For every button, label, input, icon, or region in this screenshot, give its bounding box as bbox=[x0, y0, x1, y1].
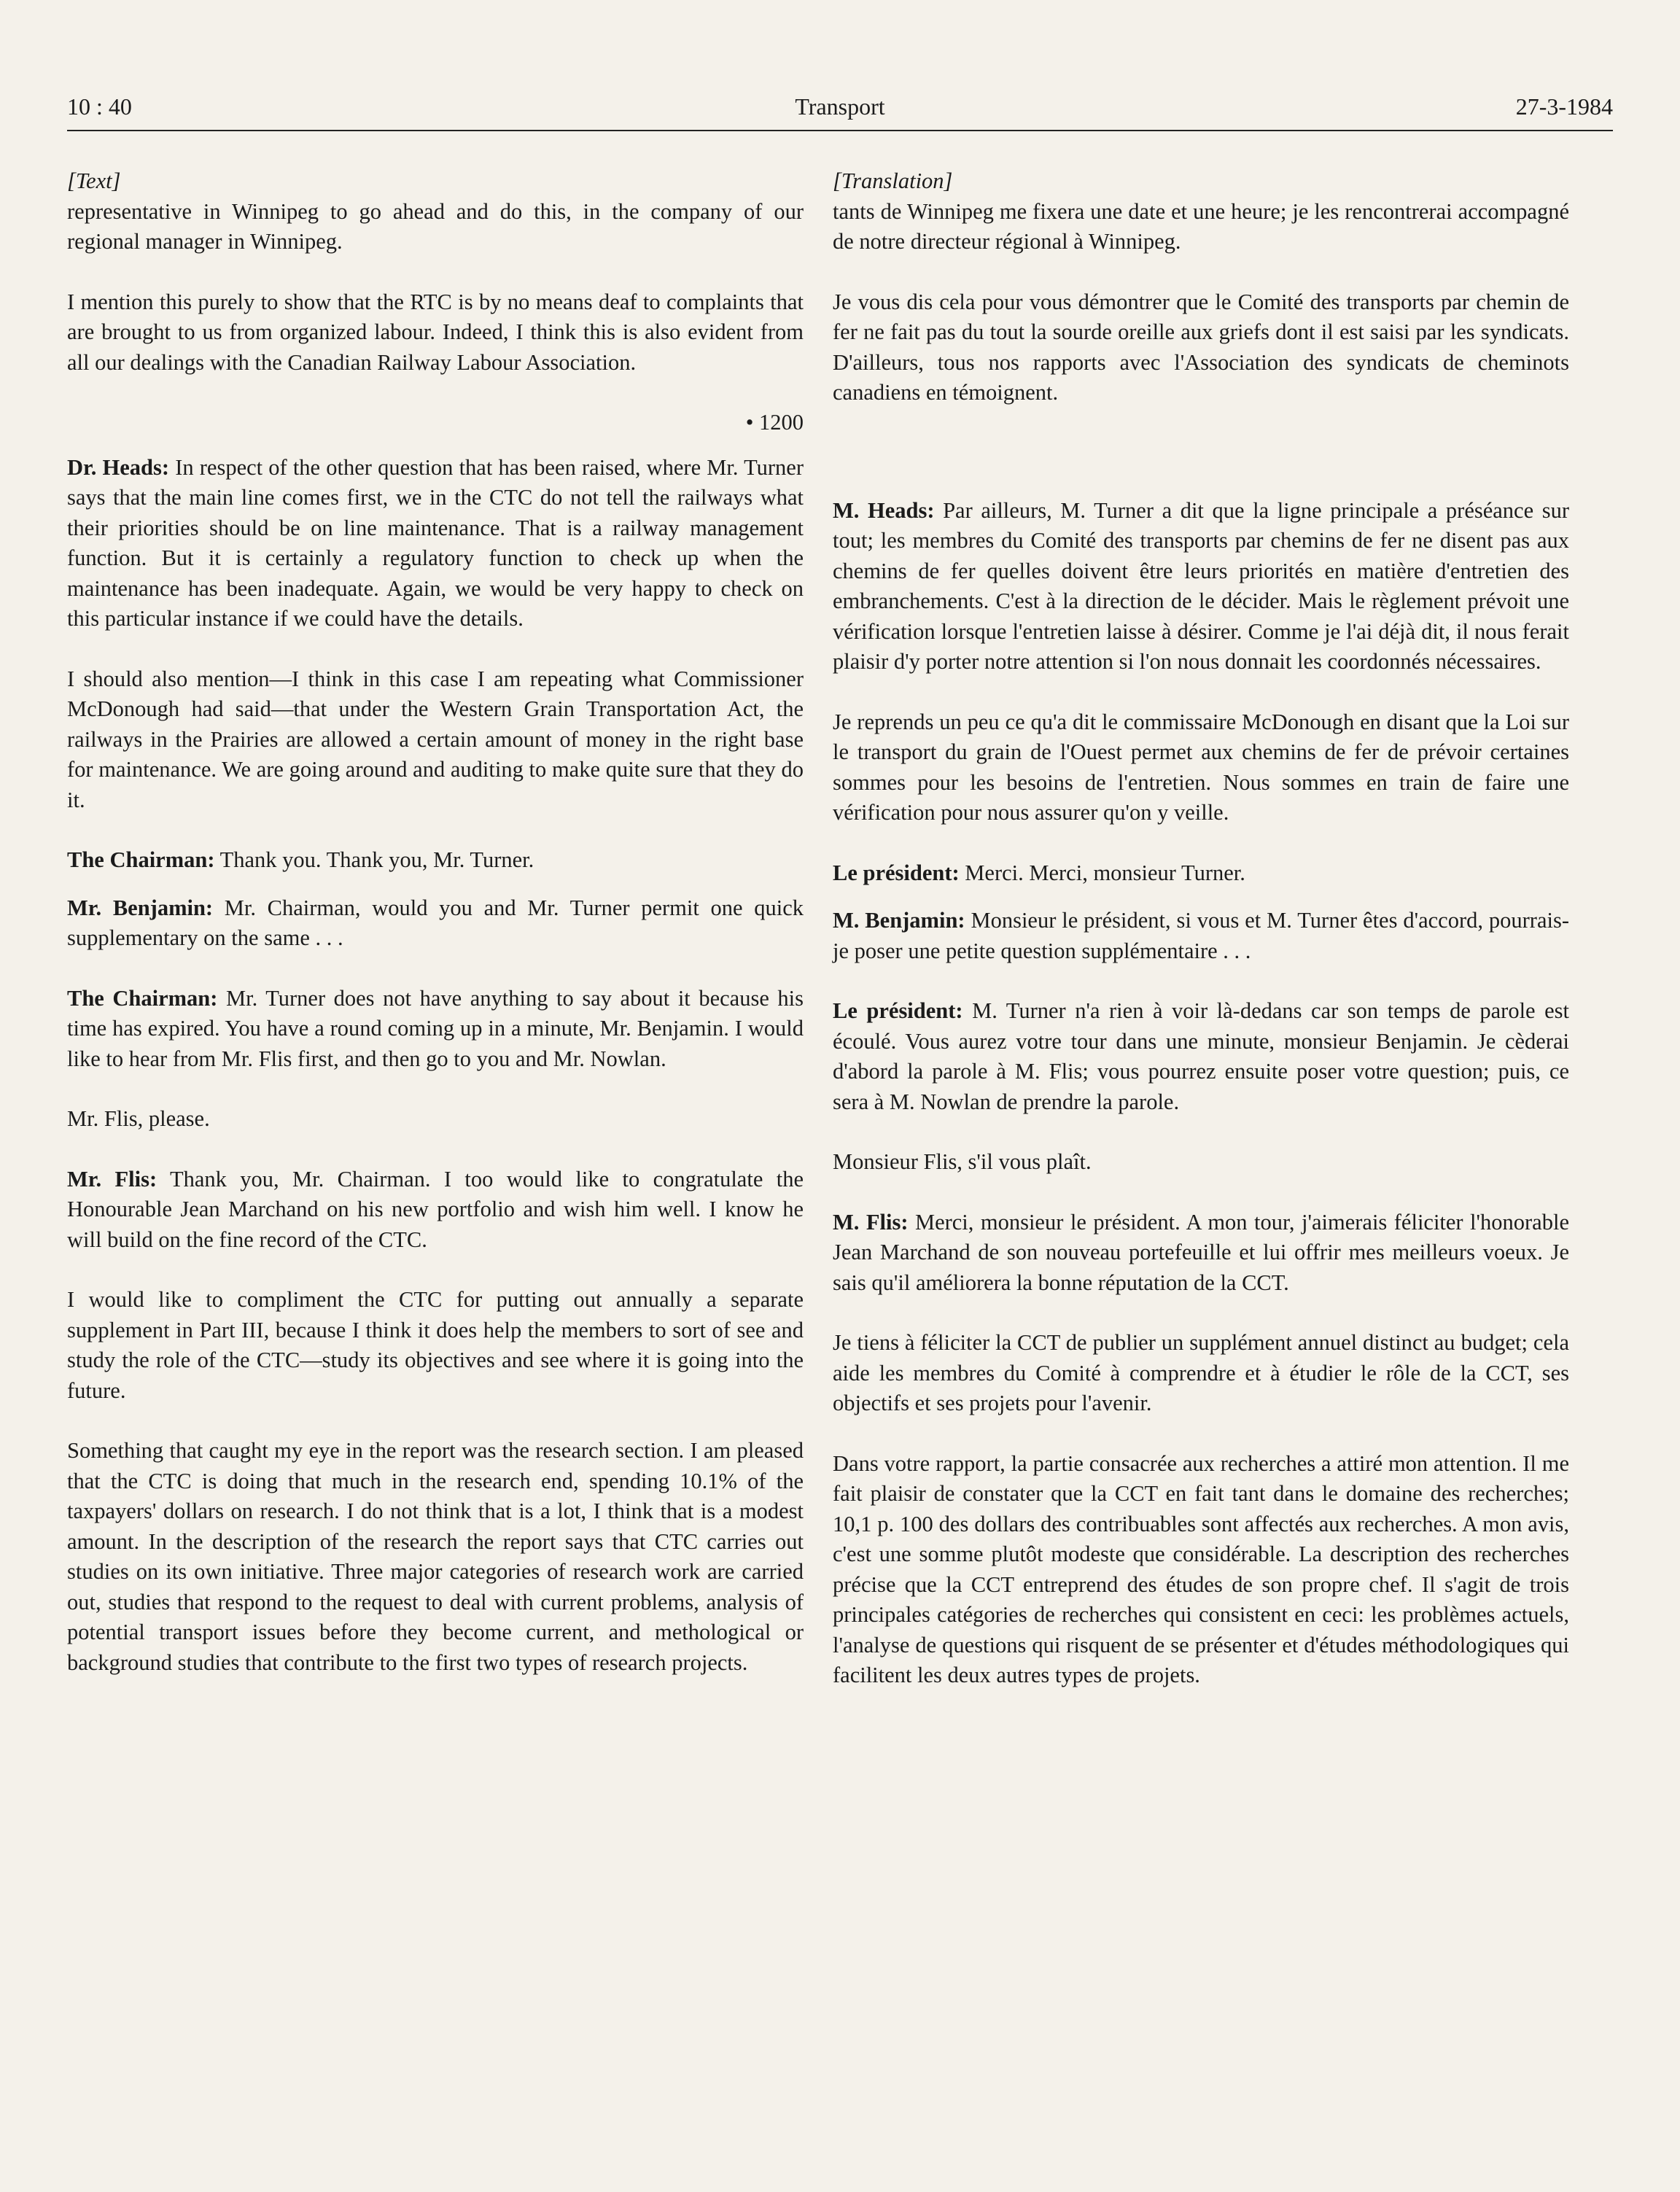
paragraph-text: Je tiens à féliciter la CCT de publier un supplément annuel distinct au budget; cela aide les membres du Comité à comprendre et à étudier le rôle de la CCT, ses objectifs et ses projets pour l'avenir. bbox=[833, 1330, 1569, 1415]
paragraph-text: In respect of the other question that has been raised, where Mr. Turner says that the main line comes first, we in the CTC do not tell the railways what their priorities should be on line maintenance. That is a railway management function. But it is certainly a regulatory function to check up when the maintenance has been inadequate. Again, we would be very happy to check on this particular instance if we could have the details. bbox=[67, 454, 804, 631]
paragraph bbox=[67, 197, 804, 257]
paragraph bbox=[67, 1104, 804, 1135]
paragraph bbox=[833, 287, 1569, 408]
speaker-name: M. Benjamin: bbox=[833, 908, 965, 933]
paragraph bbox=[833, 1328, 1569, 1419]
paragraph bbox=[67, 287, 804, 378]
speaker-name: The Chairman: bbox=[67, 847, 215, 872]
paragraph-text: Par ailleurs, M. Turner a dit que la ligne principale a préséance sur tout; les membres du Comité des transports par chemins de fer ne disent pas aux chemins de fer quelles doivent être leurs priorités en matière d'entretien des embranchements. C'est à la direction de le décider. Mais le règlement prévoit une vérification lorsque l'entretien laisse à désirer. Comme je l'ai déjà dit, il nous ferait plaisir d'y porter notre attention si l'on nous donnait les coordonnés nécessaires. bbox=[833, 497, 1569, 674]
column-tag: [Text] bbox=[67, 168, 121, 193]
paragraph-text: representative in Winnipeg to go ahead and do this, in the company of our regional manager in Winnipeg. bbox=[67, 198, 804, 254]
paragraph-text: Monsieur Flis, s'il vous plaît. bbox=[833, 1149, 1092, 1174]
paragraph-text: Je reprends un peu ce qu'a dit le commissaire McDonough en disant que la Loi sur le transport du grain de l'Ouest permet aux chemins de fer de prévoir certaines sommes pour les besoins de l'entretien. Nous sommes en train de faire une vérification pour nous assurer qu'on y veille. bbox=[833, 709, 1569, 825]
paragraph bbox=[833, 996, 1569, 1117]
paragraph bbox=[833, 1147, 1569, 1178]
page-header bbox=[67, 93, 1613, 131]
paragraph-text: Something that caught my eye in the report was the research section. I am pleased that the CTC is doing that much in the research end, spending 10.1% of the taxpayers' dollars on research. I do not think that is a lot, I think that is a modest amount. In the description of the research the report says that CTC carries out studies on its own initiative. Three major categories of research work are carried out, studies that respond to the request to deal with current problems, analysis of potential transport issues before they become current, and methological or background studies that contribute to the first two types of research projects. bbox=[67, 1438, 804, 1675]
paragraph-text: I should also mention—I think in this case I am repeating what Commissioner McDonough had said—that under the Western Grain Transportation Act, the railways in the Prairies are allowed a certain amount of money in the right base for maintenance. We are going around and auditing to make quite sure that they do it. bbox=[67, 666, 804, 812]
paragraph bbox=[67, 1285, 804, 1406]
paragraph-text: Dans votre rapport, la partie consacrée aux recherches a attiré mon attention. Il me fait plaisir de constater que la CCT en fait tant dans le domaine des recherches; 10,1 p. 100 des dollars des contribuables sont affectés aux recherches. A mon avis, c'est une somme plutôt modeste que considérable. La description des recherches précise que la CCT entreprend des études de son propre chef. Il s'agit de trois principales catégories de recherches qui consistent en ceci: les problèmes actuels, l'analyse de questions qui risquent de se présenter et d'études méthodologiques qui facilitent les deux autres types de projets. bbox=[833, 1450, 1569, 1687]
speaker-name: Mr. Benjamin: bbox=[67, 895, 214, 920]
paragraph-text: M. Turner n'a rien à voir là-dedans car son temps de parole est écoulé. Vous aurez votre tour dans une minute, monsieur Benjamin. Je cèderai d'abord la parole à M. Flis; vous pourrez ensuite poser votre question; puis, ce sera à M. Nowlan de prendre la parole. bbox=[833, 998, 1569, 1114]
speaker-name: The Chairman: bbox=[67, 985, 218, 1011]
speaker-name: Le président: bbox=[833, 998, 963, 1023]
paragraph-text: Mr. Turner does not have anything to say about it because his time has expired. You have a round coming up in a minute, Mr. Benjamin. I would like to hear from Mr. Flis first, and then go to you and Mr. Nowlan. bbox=[67, 985, 804, 1071]
header-date: 27-3-1984 bbox=[1515, 93, 1613, 120]
paragraph bbox=[67, 453, 804, 634]
paragraph bbox=[67, 984, 804, 1075]
speaker-name: Mr. Flis: bbox=[67, 1166, 158, 1192]
paragraph bbox=[67, 845, 804, 876]
paragraph bbox=[833, 858, 1569, 889]
french-column bbox=[833, 166, 1569, 1721]
header-rule bbox=[67, 130, 1613, 131]
paragraph bbox=[67, 893, 804, 954]
paragraph bbox=[833, 1449, 1569, 1691]
paragraph bbox=[833, 906, 1569, 966]
paragraph-text: Je vous dis cela pour vous démontrer que le Comité des transports par chemin de fer ne fait pas du tout la sourde oreille aux griefs dont il est saisi par les syndicats. D'ailleurs, tous nos rapports avec l'Association des syndicats de cheminots canadiens en témoignent. bbox=[833, 289, 1569, 405]
paragraph bbox=[833, 496, 1569, 677]
english-column bbox=[67, 166, 804, 1708]
time-marker bbox=[67, 408, 804, 438]
paragraph-text: tants de Winnipeg me fixera une date et une heure; je les rencontrerai accompagné de notre directeur régional à Winnipeg. bbox=[833, 198, 1569, 254]
paragraph-text: Monsieur le président, si vous et M. Turner êtes d'accord, pourrais-je poser une petite question supplémentaire . . . bbox=[833, 908, 1569, 963]
paragraph bbox=[833, 197, 1569, 257]
column-tag: [Translation] bbox=[833, 168, 953, 193]
paragraph-text: Merci, monsieur le président. A mon tour, j'aimerais féliciter l'honorable Jean Marchand de son nouveau portefeuille et lui offrir mes meilleurs voeux. Je sais qu'il améliorera la bonne réputation de la CCT. bbox=[833, 1209, 1569, 1295]
paragraph-text: I would like to compliment the CTC for putting out annually a separate supplement in Part III, because I think it does help the members to sort of see and study the role of the CTC—study its objectives and see where it is going into the future. bbox=[67, 1287, 804, 1403]
paragraph-text: Thank you. Thank you, Mr. Turner. bbox=[214, 847, 534, 872]
paragraph-text: Thank you, Mr. Chairman. I too would like to congratulate the Honourable Jean Marchand on his new portfolio and wish him well. I know he will build on the fine record of the CTC. bbox=[67, 1166, 804, 1252]
speaker-name: Le président: bbox=[833, 860, 960, 885]
page-number: 10 : 40 bbox=[67, 93, 132, 120]
paragraph-text: Mr. Flis, please. bbox=[67, 1106, 210, 1131]
paragraph bbox=[67, 1165, 804, 1256]
paragraph-text: Mr. Chairman, would you and Mr. Turner permit one quick supplementary on the same . . . bbox=[67, 895, 804, 950]
speaker-name: M. Flis: bbox=[833, 1209, 909, 1235]
speaker-name: M. Heads: bbox=[833, 497, 935, 523]
paragraph bbox=[833, 707, 1569, 828]
time-marker-text: • 1200 bbox=[745, 410, 804, 435]
paragraph bbox=[67, 664, 804, 816]
paragraph-text: Merci. Merci, monsieur Turner. bbox=[959, 860, 1245, 885]
running-title: Transport bbox=[795, 93, 885, 120]
paragraph bbox=[833, 1208, 1569, 1299]
speaker-name: Dr. Heads: bbox=[67, 454, 170, 480]
paragraph bbox=[67, 1436, 804, 1678]
paragraph-text: I mention this purely to show that the RTC is by no means deaf to complaints that are brought to us from organized labour. Indeed, I think this is also evident from all our dealings with the Canadian Railway Labour Association. bbox=[67, 289, 804, 375]
